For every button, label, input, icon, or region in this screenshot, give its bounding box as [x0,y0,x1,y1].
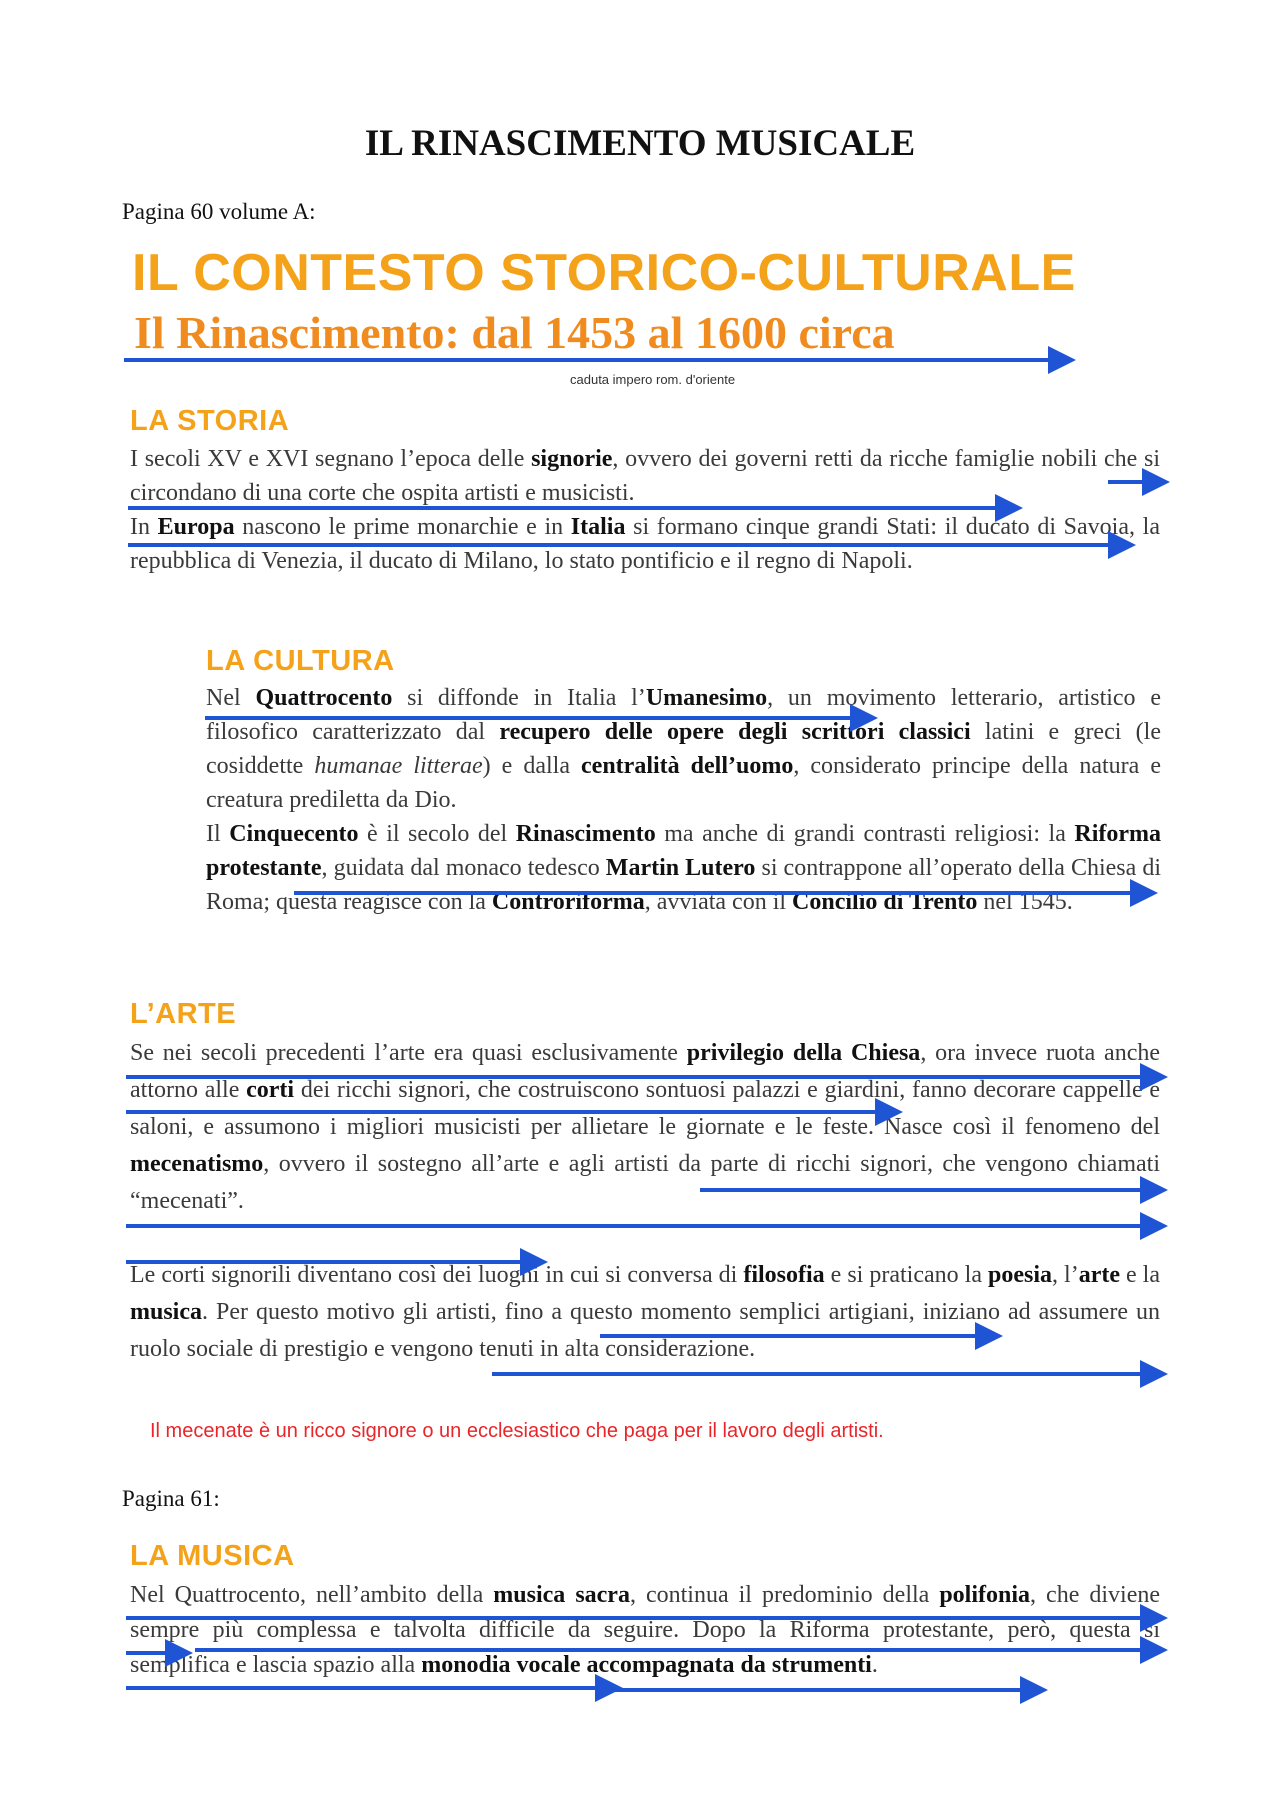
paragraph-arte-2: Le corti signorili diventano così dei luoghi in cui si conversa di filosofia e si praticano la poesia, l’arte e la musica. Per questo motivo gli artisti, fino a questo momento semplici artigiani, iniziano ad assumere un ruolo sociale di prestigio e vengono tenuti in alta considerazione. [130,1262,1160,1362]
main-heading: IL CONTESTO STORICO-CULTURALE [132,244,1076,302]
paragraph-storia-1: I secoli XV e XVI segnano l’epoca delle signorie, ovvero dei governi retti da ricche famiglie nobili che si circondano di una corte che ospita artisti e musicisti. [130,446,1160,506]
paragraph-cultura-2: Il Cinquecento è il secolo del Rinascimento ma anche di grandi contrasti religiosi: la Riforma protestante, guidata dal monaco tedesco Martin Lutero si contrappone all’operato della Chiesa di Roma; questa reagisce con la Controriforma, avviata con il Concilio di Trento nel 1545. [206,821,1162,915]
section-heading-cultura: LA CULTURA [206,645,395,677]
page-reference: Pagina 61: [122,1486,220,1511]
section-heading-musica: LA MUSICA [130,1540,295,1572]
sub-heading: Il Rinascimento: dal 1453 al 1600 circa [134,307,895,358]
handwritten-note: caduta impero rom. d'oriente [570,372,736,387]
page-reference: Pagina 60 volume A: [122,199,316,224]
scanned-textbook-page-61 [120,1540,1165,1750]
paragraph-musica: Nel Quattrocento, nell’ambito della musica sacra, continua il predominio della polifonia, che diviene sempre più complessa e talvolta difficile da seguire. Dopo la Riforma protestante, però, questa si semplifica e lascia spazio alla monodia vocale accompagnata da strumenti. [130,1582,1161,1678]
document-title: IL RINASCIMENTO MUSICALE [364,123,916,164]
scanned-textbook-page-60 [120,240,1165,1455]
teacher-note: Il mecenate è un ricco signore o un ecclesiastico che paga per il lavoro degli artisti. [150,1420,884,1442]
paragraph-cultura-1: Nel Quattrocento si diffonde in Italia l’Umanesimo, un movimento letterario, artistico e filosofico caratterizzato dal recupero delle opere degli scrittori classici latini e greci (le cosiddette humanae litterae) e dalla centralità dell’uomo, considerato principe della natura e creatura prediletta da Dio. [206,685,1162,813]
section-heading-arte: L’ARTE [130,998,237,1030]
paragraph-storia-2: In Europa nascono le prime monarchie e in Italia si formano cinque grandi Stati: il ducato di Savoia, la repubblica di Venezia, il ducato di Milano, lo stato pontificio e il regno di Napoli. [130,514,1160,574]
section-heading-storia: LA STORIA [130,405,290,437]
paragraph-arte-1: Se nei secoli precedenti l’arte era quasi esclusivamente privilegio della Chiesa, ora invece ruota anche attorno alle corti dei ricchi signori, che costruiscono sontuosi palazzi e giardini, fanno decorare cappelle e saloni, e assumono i migliori musicisti per allietare le giornate e le feste. Nasce così il fenomeno del mecenatismo, ovvero il sostegno all’arte e agli artisti da parte di ricchi signori, che vengono chiamati “mecenati”. [130,1040,1161,1214]
